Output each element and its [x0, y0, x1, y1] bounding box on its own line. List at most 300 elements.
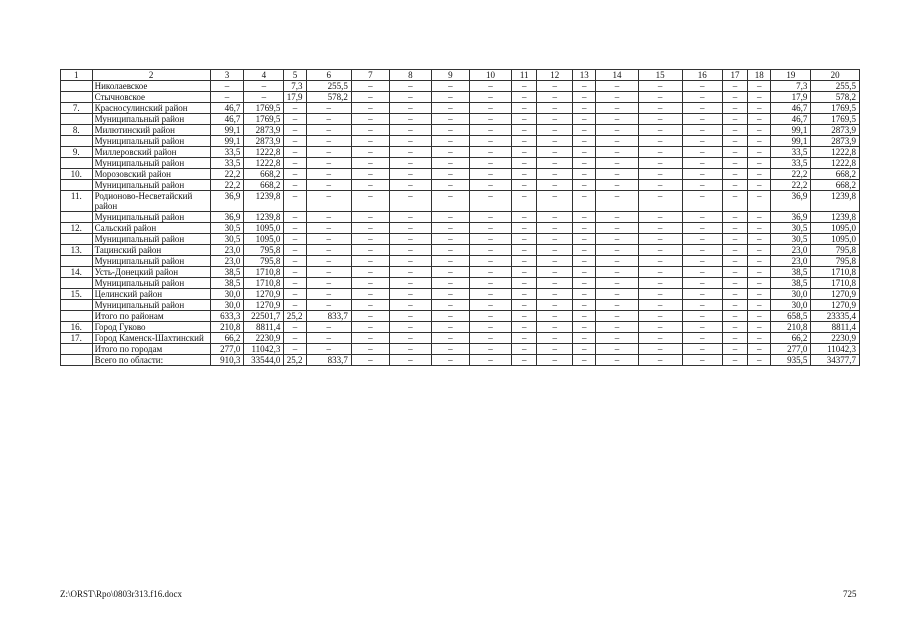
table-cell: – [537, 92, 573, 103]
table-cell: – [351, 223, 389, 234]
table-cell: – [306, 289, 351, 300]
table-cell: – [638, 114, 682, 125]
table-cell: – [596, 355, 638, 366]
table-cell: – [722, 344, 747, 355]
table-cell: – [351, 344, 389, 355]
row-number [61, 256, 93, 267]
table-cell: – [389, 136, 431, 147]
table-cell: – [512, 245, 537, 256]
table-cell: – [573, 300, 596, 311]
table-cell: – [682, 125, 722, 136]
table-cell: – [469, 114, 511, 125]
table-cell: – [573, 344, 596, 355]
table-cell: – [638, 191, 682, 212]
table-cell: 22,2 [771, 169, 811, 180]
table-cell: – [284, 234, 306, 245]
column-header: 4 [244, 70, 284, 81]
table-header-row [61, 70, 860, 81]
column-header: 11 [512, 70, 537, 81]
table-cell: 1270,9 [811, 289, 860, 300]
table-cell: – [682, 114, 722, 125]
row-number: 12. [61, 223, 93, 234]
row-name: Усть-Донецкий район [92, 267, 210, 278]
row-name: Всего по области: [92, 355, 210, 366]
table-cell: – [573, 256, 596, 267]
table-cell: – [682, 256, 722, 267]
table-cell: 30,5 [210, 234, 244, 245]
table-cell: 668,2 [811, 169, 860, 180]
table-row [61, 136, 860, 147]
table-cell: – [431, 333, 469, 344]
table-cell: – [748, 289, 771, 300]
table-cell: – [389, 311, 431, 322]
table-cell: – [284, 191, 306, 212]
table-cell: – [389, 333, 431, 344]
row-number [61, 92, 93, 103]
row-number: 16. [61, 322, 93, 333]
table-cell: – [596, 191, 638, 212]
table-cell: – [512, 212, 537, 223]
table-cell: – [722, 300, 747, 311]
table-cell: – [722, 223, 747, 234]
row-number [61, 234, 93, 245]
table-cell: – [469, 92, 511, 103]
row-number [61, 81, 93, 92]
table-cell: 46,7 [210, 103, 244, 114]
table-cell: – [431, 81, 469, 92]
table-cell: – [638, 103, 682, 114]
table-cell: 23,0 [210, 245, 244, 256]
table-cell: – [573, 180, 596, 191]
table-cell: 34377,7 [811, 355, 860, 366]
table-cell: – [596, 289, 638, 300]
table-cell: – [722, 322, 747, 333]
table-cell: – [512, 333, 537, 344]
table-cell: – [682, 245, 722, 256]
table-cell: – [596, 245, 638, 256]
column-header: 9 [431, 70, 469, 81]
row-name: Муниципальный район [92, 158, 210, 169]
table-cell: – [389, 92, 431, 103]
table-cell: – [682, 169, 722, 180]
table-cell: – [284, 333, 306, 344]
table-cell: – [512, 311, 537, 322]
table-cell: – [537, 103, 573, 114]
row-name: Итого по районам [92, 311, 210, 322]
table-cell: 36,9 [771, 191, 811, 212]
table-cell: – [722, 278, 747, 289]
table-cell: 30,0 [210, 300, 244, 311]
table-cell: 2230,9 [244, 333, 284, 344]
row-number: 13. [61, 245, 93, 256]
table-cell: – [748, 322, 771, 333]
table-cell: – [748, 245, 771, 256]
table-cell: – [722, 333, 747, 344]
table-cell: 668,2 [244, 180, 284, 191]
table-cell: – [210, 92, 244, 103]
table-cell: 8811,4 [811, 322, 860, 333]
footer-file-path: Z:\ORST\Rpo\0803r313.f16.docx [60, 589, 182, 599]
table-cell: – [469, 333, 511, 344]
table-cell: – [306, 103, 351, 114]
table-cell: – [284, 256, 306, 267]
table-cell: 1710,8 [244, 278, 284, 289]
table-cell: – [638, 136, 682, 147]
table-cell: – [512, 158, 537, 169]
table-cell: – [748, 147, 771, 158]
table-cell: – [284, 169, 306, 180]
table-cell: – [682, 278, 722, 289]
table-cell: – [722, 355, 747, 366]
table-cell: – [722, 125, 747, 136]
table-cell: – [469, 355, 511, 366]
row-number [61, 311, 93, 322]
table-cell: 38,5 [210, 267, 244, 278]
table-cell: – [389, 289, 431, 300]
table-cell: – [748, 333, 771, 344]
table-cell: – [512, 267, 537, 278]
table-cell: – [389, 267, 431, 278]
row-name: Муниципальный район [92, 256, 210, 267]
table-cell: – [537, 344, 573, 355]
table-cell: 7,3 [771, 81, 811, 92]
table-cell: – [431, 191, 469, 212]
table-cell: 17,9 [284, 92, 306, 103]
table-cell: – [284, 344, 306, 355]
table-cell: – [573, 136, 596, 147]
table-cell: 1239,8 [811, 191, 860, 212]
table-cell: – [389, 81, 431, 92]
column-header: 18 [748, 70, 771, 81]
table-cell: – [748, 158, 771, 169]
table-cell: – [573, 333, 596, 344]
table-cell: – [573, 322, 596, 333]
table-cell: – [682, 355, 722, 366]
table-cell: – [638, 245, 682, 256]
column-header: 19 [771, 70, 811, 81]
table-cell: 23,0 [771, 256, 811, 267]
table-cell: – [512, 234, 537, 245]
table-cell: – [722, 267, 747, 278]
row-number [61, 136, 93, 147]
table-cell: – [431, 212, 469, 223]
table-cell: – [306, 169, 351, 180]
table-cell: 25,2 [284, 355, 306, 366]
table-cell: 1222,8 [244, 158, 284, 169]
table-cell: 255,5 [306, 81, 351, 92]
table-row [61, 114, 860, 125]
table-cell: – [351, 212, 389, 223]
table-cell: – [351, 311, 389, 322]
table-cell: – [573, 92, 596, 103]
table-cell: – [596, 125, 638, 136]
table-cell: – [537, 311, 573, 322]
table-cell: – [748, 223, 771, 234]
table-row [61, 355, 860, 366]
table-cell: – [682, 223, 722, 234]
row-number: 17. [61, 333, 93, 344]
table-cell: – [748, 103, 771, 114]
row-number [61, 278, 93, 289]
row-name: Муниципальный район [92, 136, 210, 147]
column-header: 6 [306, 70, 351, 81]
table-cell: – [469, 322, 511, 333]
table-cell: – [306, 322, 351, 333]
table-cell: – [573, 311, 596, 322]
table-cell: – [469, 278, 511, 289]
table-cell: – [512, 180, 537, 191]
table-cell: – [682, 267, 722, 278]
table-cell: – [722, 311, 747, 322]
table-cell: 22501,7 [244, 311, 284, 322]
table-cell: 1095,0 [244, 223, 284, 234]
table-cell: – [469, 180, 511, 191]
row-name: Муниципальный район [92, 212, 210, 223]
table-cell: 66,2 [771, 333, 811, 344]
table-row [61, 92, 860, 103]
row-name: Муниципальный район [92, 180, 210, 191]
table-cell: – [682, 147, 722, 158]
table-cell: – [306, 300, 351, 311]
table-cell: – [389, 158, 431, 169]
table-cell: – [306, 256, 351, 267]
table-cell: – [638, 212, 682, 223]
table-cell: – [284, 245, 306, 256]
table-cell: – [537, 81, 573, 92]
table-cell: – [573, 289, 596, 300]
table-cell: – [596, 103, 638, 114]
table-cell: – [537, 169, 573, 180]
column-header: 2 [92, 70, 210, 81]
table-cell: – [284, 278, 306, 289]
row-number [61, 344, 93, 355]
table-cell: – [469, 103, 511, 114]
table-cell: – [748, 344, 771, 355]
table-cell: – [638, 322, 682, 333]
table-cell: 210,8 [771, 322, 811, 333]
table-cell: – [537, 355, 573, 366]
table-cell: 33,5 [771, 158, 811, 169]
table-cell: – [306, 114, 351, 125]
row-number: 8. [61, 125, 93, 136]
table-cell: – [638, 147, 682, 158]
table-cell: – [748, 311, 771, 322]
table-cell: 7,3 [284, 81, 306, 92]
table-cell: – [431, 311, 469, 322]
table-cell: – [284, 147, 306, 158]
table-cell: – [573, 103, 596, 114]
table-cell: 8811,4 [244, 322, 284, 333]
table-cell: 833,7 [306, 355, 351, 366]
table-cell: – [351, 245, 389, 256]
table-cell: – [573, 278, 596, 289]
table-cell: – [682, 344, 722, 355]
table-cell: – [351, 355, 389, 366]
table-cell: 30,0 [771, 300, 811, 311]
table-row [61, 223, 860, 234]
table-row [61, 169, 860, 180]
table-cell: – [537, 136, 573, 147]
row-number [61, 355, 93, 366]
row-name: Миллеровский район [92, 147, 210, 158]
table-cell: – [722, 245, 747, 256]
table-cell: – [389, 355, 431, 366]
table-cell: 22,2 [771, 180, 811, 191]
table-cell: – [596, 234, 638, 245]
column-header: 10 [469, 70, 511, 81]
table-cell: – [431, 114, 469, 125]
table-cell: 66,2 [210, 333, 244, 344]
table-cell: – [573, 245, 596, 256]
column-header: 7 [351, 70, 389, 81]
table-cell: – [596, 169, 638, 180]
table-cell: 1270,9 [244, 300, 284, 311]
table-cell: 36,9 [210, 212, 244, 223]
column-header: 16 [682, 70, 722, 81]
row-name: Тацинский район [92, 245, 210, 256]
table-cell: – [638, 81, 682, 92]
table-cell: – [284, 322, 306, 333]
table-cell: 1769,5 [811, 103, 860, 114]
table-cell: 2873,9 [811, 125, 860, 136]
table-cell: – [748, 355, 771, 366]
table-cell: – [351, 333, 389, 344]
row-name: Муниципальный район [92, 278, 210, 289]
table-cell: – [389, 245, 431, 256]
table-cell: – [638, 267, 682, 278]
table-cell: 1270,9 [811, 300, 860, 311]
table-cell: – [537, 289, 573, 300]
table-cell: – [748, 136, 771, 147]
table-cell: – [682, 300, 722, 311]
table-cell: – [722, 103, 747, 114]
table-cell: – [682, 81, 722, 92]
table-cell: – [722, 114, 747, 125]
table-cell: – [389, 125, 431, 136]
table-cell: 833,7 [306, 311, 351, 322]
table-cell: – [722, 92, 747, 103]
table-row [61, 147, 860, 158]
table-cell: – [351, 191, 389, 212]
table-cell: – [306, 147, 351, 158]
table-cell: – [722, 158, 747, 169]
table-cell: – [306, 180, 351, 191]
table-cell: – [512, 289, 537, 300]
table-cell: – [210, 81, 244, 92]
table-cell: – [351, 256, 389, 267]
table-cell: 22,2 [210, 180, 244, 191]
table-cell: 210,8 [210, 322, 244, 333]
table-cell: 2873,9 [811, 136, 860, 147]
table-cell: – [431, 147, 469, 158]
table-cell: – [306, 223, 351, 234]
table-cell: – [306, 136, 351, 147]
table-cell: – [351, 267, 389, 278]
row-name: Город Гуково [92, 322, 210, 333]
table-cell: – [389, 278, 431, 289]
table-cell: 30,5 [210, 223, 244, 234]
table-cell: – [469, 267, 511, 278]
table-cell: – [682, 92, 722, 103]
row-name: Целинский район [92, 289, 210, 300]
table-cell: 99,1 [210, 125, 244, 136]
column-header: 20 [811, 70, 860, 81]
table-cell: – [638, 344, 682, 355]
table-cell: 578,2 [306, 92, 351, 103]
table-cell: – [306, 234, 351, 245]
table-cell: – [431, 322, 469, 333]
table-cell: 30,0 [210, 289, 244, 300]
table-cell: 30,5 [771, 234, 811, 245]
table-cell: – [431, 125, 469, 136]
table-cell: – [537, 267, 573, 278]
table-cell: 23,0 [210, 256, 244, 267]
table-cell: – [537, 125, 573, 136]
table-cell: – [682, 212, 722, 223]
table-cell: – [638, 333, 682, 344]
table-cell: – [722, 234, 747, 245]
table-cell: – [748, 81, 771, 92]
table-cell: – [351, 136, 389, 147]
column-header: 12 [537, 70, 573, 81]
table-cell: – [284, 136, 306, 147]
table-cell: – [638, 355, 682, 366]
table-cell: 1270,9 [244, 289, 284, 300]
row-name: Муниципальный район [92, 234, 210, 245]
table-cell: – [512, 278, 537, 289]
table-cell: – [284, 125, 306, 136]
table-cell: – [596, 322, 638, 333]
table-cell: – [748, 212, 771, 223]
table-row [61, 212, 860, 223]
table-cell: – [638, 125, 682, 136]
table-cell: – [512, 125, 537, 136]
table-cell: – [469, 158, 511, 169]
table-cell: 99,1 [210, 136, 244, 147]
table-cell: 578,2 [811, 92, 860, 103]
row-name: Красносулинский район [92, 103, 210, 114]
table-cell: – [351, 147, 389, 158]
table-cell: 1095,0 [244, 234, 284, 245]
table-row [61, 300, 860, 311]
column-header: 14 [596, 70, 638, 81]
table-cell: – [638, 289, 682, 300]
table-cell: – [596, 212, 638, 223]
table-cell: – [512, 147, 537, 158]
table-cell: – [512, 300, 537, 311]
table-cell: 23335,4 [811, 311, 860, 322]
column-header: 8 [389, 70, 431, 81]
table-cell: – [596, 333, 638, 344]
table-cell: 46,7 [771, 114, 811, 125]
table-cell: – [638, 278, 682, 289]
table-cell: – [306, 245, 351, 256]
table-cell: – [512, 92, 537, 103]
table-cell: 935,5 [771, 355, 811, 366]
table-cell: – [573, 114, 596, 125]
table-cell: – [389, 322, 431, 333]
table-cell: – [306, 267, 351, 278]
table-cell: – [284, 114, 306, 125]
table-cell: 795,8 [811, 256, 860, 267]
table-cell: – [512, 114, 537, 125]
table-cell: – [573, 158, 596, 169]
table-cell: – [682, 289, 722, 300]
table-cell: 11042,3 [244, 344, 284, 355]
table-cell: 25,2 [284, 311, 306, 322]
table-cell: 277,0 [210, 344, 244, 355]
table-row [61, 103, 860, 114]
